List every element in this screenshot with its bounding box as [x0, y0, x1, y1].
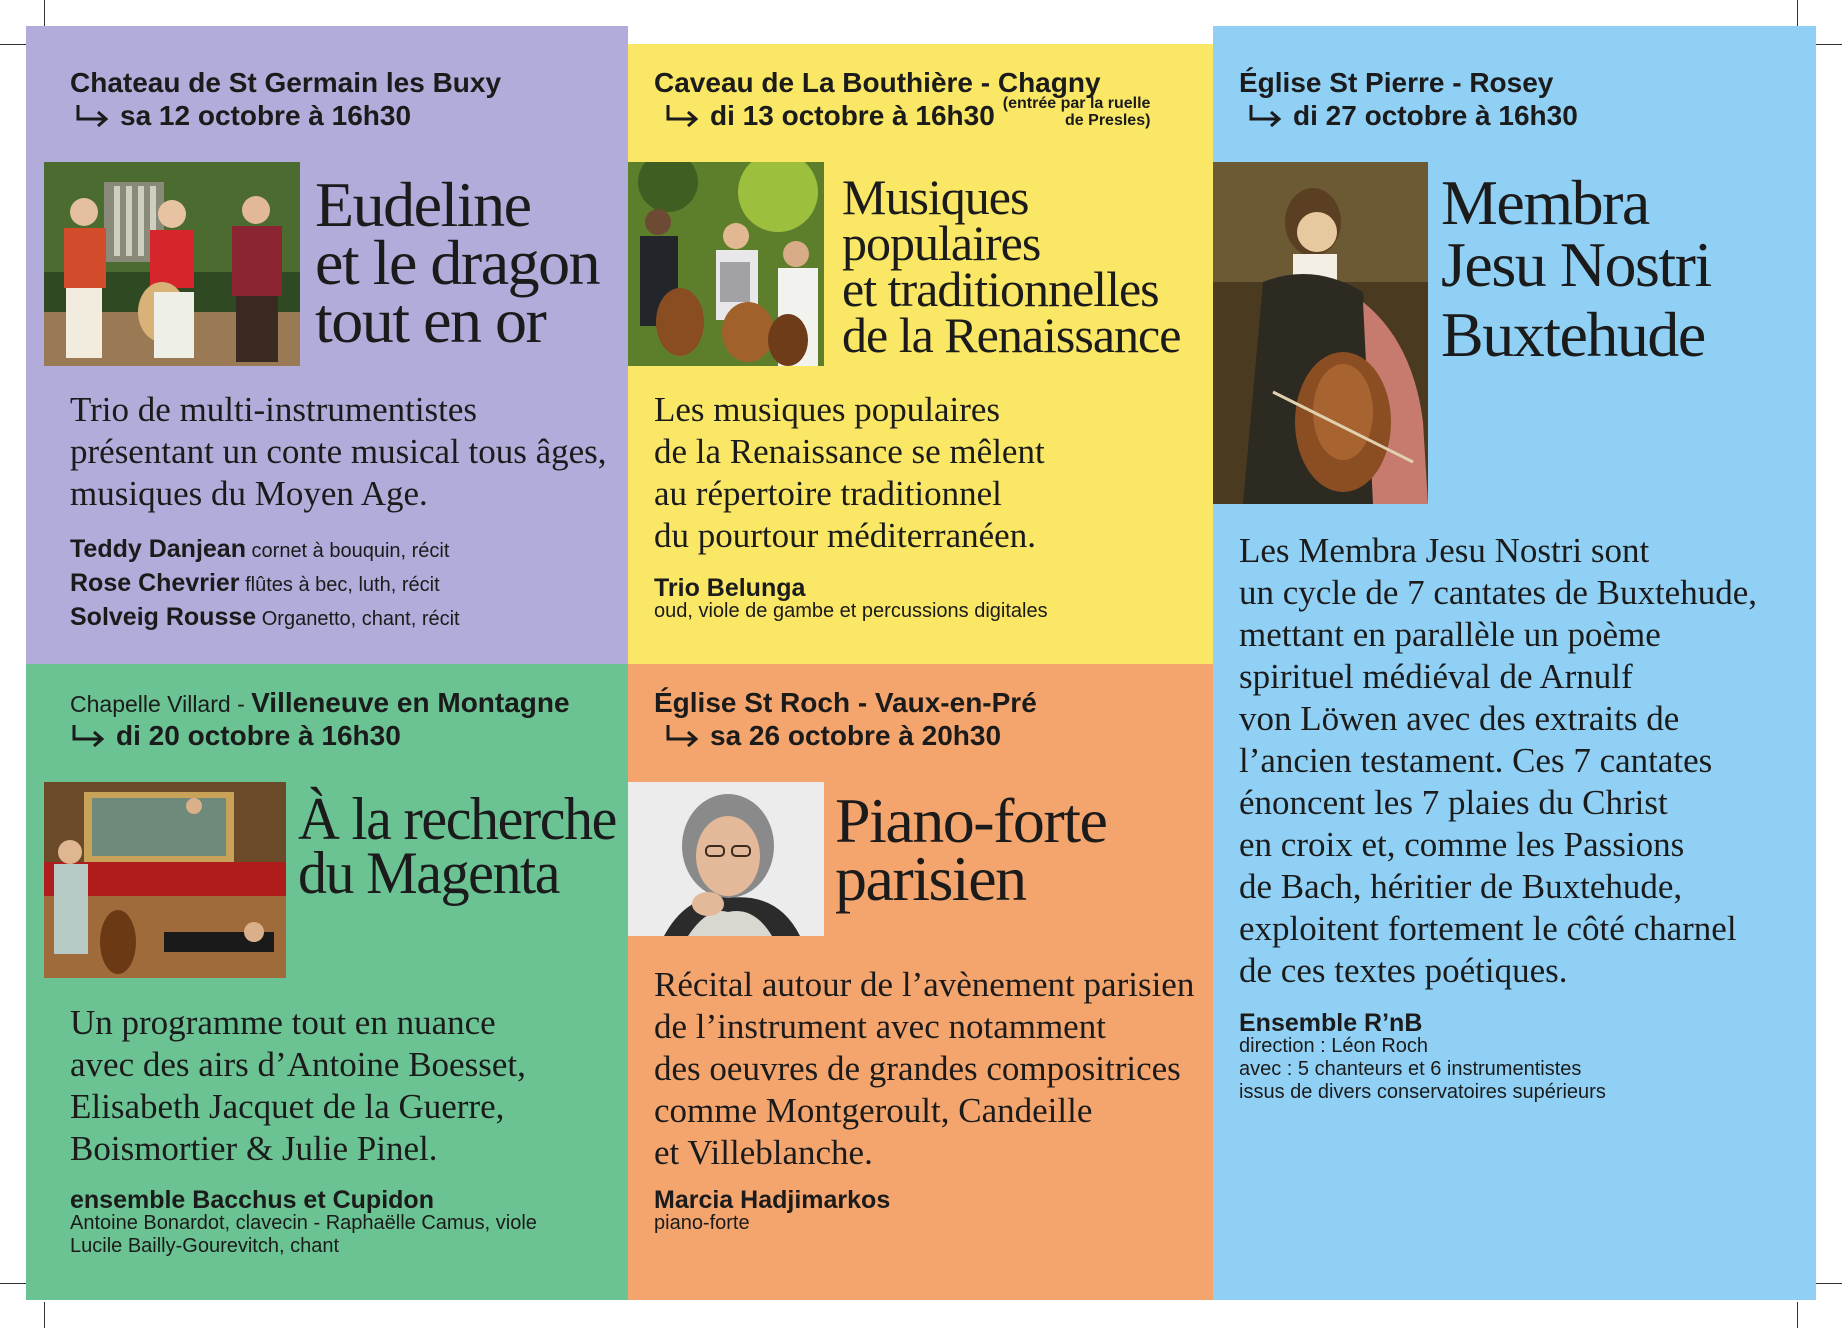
ensemble-detail: Antoine Bonardot, clavecin - Raphaëlle Camus, viole — [70, 1212, 537, 1234]
event-title — [298, 786, 616, 906]
performer-name: Teddy Danjean — [70, 535, 246, 563]
ensemble-detail: Lucile Bailly-Gourevitch, chant — [70, 1235, 340, 1257]
ensemble-detail: issus de divers conservatoires supérieurs — [1239, 1081, 1606, 1103]
event-date-text: di 20 octobre à 16h30 — [116, 720, 401, 751]
crop-mark — [0, 1283, 26, 1284]
description-line: Trio de multi-instrumentistes — [70, 390, 478, 429]
description-line: de ces textes poétiques. — [1239, 951, 1568, 990]
title-line: Jesu Nostri — [1441, 229, 1711, 300]
title-line: de la Renaissance — [842, 307, 1181, 363]
description-line: de Bach, héritier de Buxtehude, — [1239, 867, 1683, 906]
description-line: du pourtour méditerranéen. — [654, 516, 1036, 555]
performer-name: Rose Chevrier — [70, 569, 240, 597]
event-panel-eudeline — [26, 26, 628, 664]
description-line: Un programme tout en nuance — [70, 1003, 496, 1042]
title-line: parisien — [835, 843, 1026, 914]
performer-role: Organetto, chant, récit — [261, 608, 460, 630]
event-panel-magenta — [26, 664, 628, 1300]
venue-main: Villeneuve en Montagne — [251, 687, 570, 718]
event-date — [664, 95, 1151, 133]
event-description — [70, 1002, 526, 1170]
title-line: Membra — [1441, 167, 1649, 238]
performer-role: cornet à bouquin, récit — [251, 540, 450, 562]
performer-row — [70, 601, 460, 635]
event-performers — [70, 533, 460, 635]
crop-mark — [44, 0, 45, 26]
turn-right-arrow-icon — [664, 103, 702, 129]
description-line: présentant un conte musical tous âges, — [70, 432, 607, 471]
ensemble-name: Trio Belunga — [654, 574, 806, 602]
title-line: et traditionnelles — [842, 261, 1159, 317]
ensemble-name: ensemble Bacchus et Cupidon — [70, 1186, 434, 1214]
turn-right-arrow-icon — [664, 723, 702, 749]
description-line: exploitent fortement le côté charnel — [1239, 909, 1737, 948]
event-title — [1441, 167, 1711, 370]
description-line: Les Membra Jesu Nostri sont — [1239, 531, 1650, 570]
description-line: en croix et, comme les Passions — [1239, 825, 1685, 864]
crop-mark — [0, 44, 26, 45]
title-line: Buxtehude — [1441, 299, 1705, 370]
description-line: de l’instrument avec notamment — [654, 1007, 1106, 1046]
performer-role: flûtes à bec, luth, récit — [245, 574, 440, 596]
event-date-text: di 27 octobre à 16h30 — [1293, 100, 1578, 131]
crop-mark — [1816, 1283, 1842, 1284]
venue-prefix: Chapelle Villard - — [70, 691, 252, 717]
crop-mark — [1816, 44, 1842, 45]
description-line: l’ancien testament. Ces 7 cantates — [1239, 741, 1713, 780]
event-title — [835, 785, 1107, 914]
event-panel-membra — [1213, 26, 1816, 1300]
title-line: À la recherche — [298, 786, 616, 852]
event-title — [315, 169, 600, 356]
description-line: énoncent les 7 plaies du Christ — [1239, 783, 1668, 822]
ensemble-detail: oud, viole de gambe et percussions digitales — [654, 600, 1048, 622]
ensemble-detail: piano-forte — [654, 1212, 750, 1234]
event-venue: Caveau de La Bouthière - Chagny — [654, 67, 1101, 98]
ensemble-name: Ensemble R’nB — [1239, 1009, 1423, 1037]
event-date — [74, 99, 411, 133]
event-description — [1239, 530, 1757, 992]
note-line: (entrée par la ruelle — [1002, 95, 1151, 112]
event-date — [664, 719, 1001, 753]
title-line: du Magenta — [298, 840, 560, 906]
crop-mark — [1797, 0, 1798, 26]
event-ensemble — [70, 1186, 537, 1258]
event-ensemble — [1239, 1009, 1606, 1104]
event-date — [70, 719, 401, 753]
description-line: Boismortier & Julie Pinel. — [70, 1129, 438, 1168]
description-line: au répertoire traditionnel — [654, 474, 1002, 513]
photo-eudeline-trio — [44, 162, 300, 366]
turn-right-arrow-icon — [1247, 103, 1285, 129]
ensemble-detail: direction : Léon Roch — [1239, 1035, 1429, 1057]
title-line: Musiques — [842, 169, 1029, 225]
performer-row — [70, 533, 460, 567]
event-venue — [70, 686, 570, 721]
description-line: avec des airs d’Antoine Boesset, — [70, 1045, 526, 1084]
turn-right-arrow-icon — [70, 723, 108, 749]
event-venue: Église St Roch - Vaux-en-Pré — [654, 687, 1037, 718]
performer-name: Solveig Rousse — [70, 603, 257, 631]
description-line: Récital autour de l’avènement parisien — [654, 965, 1195, 1004]
event-description — [654, 389, 1045, 557]
event-description — [70, 389, 607, 515]
description-line: des oeuvres de grandes compositrices — [654, 1049, 1181, 1088]
event-ensemble — [654, 574, 1048, 623]
photo-bacchus-cupidon — [44, 782, 286, 978]
event-ensemble — [654, 1186, 891, 1235]
description-line: de la Renaissance se mêlent — [654, 432, 1045, 471]
description-line: comme Montgeroult, Candeille — [654, 1091, 1093, 1130]
event-venue: Chateau de St Germain les Buxy — [70, 67, 502, 98]
painting-viola-player — [1213, 162, 1428, 504]
title-line: Eudeline — [315, 169, 531, 240]
title-line: et le dragon — [315, 227, 600, 298]
title-line: populaires — [842, 215, 1041, 271]
description-line: et Villeblanche. — [654, 1133, 873, 1172]
event-description — [654, 964, 1194, 1174]
entrance-note — [1003, 95, 1151, 129]
event-title — [842, 169, 1181, 363]
event-date-text: sa 26 octobre à 20h30 — [710, 720, 1002, 751]
description-line: Les musiques populaires — [654, 390, 1001, 429]
event-date — [1247, 99, 1578, 133]
title-line: tout en or — [315, 285, 546, 356]
event-date-text: sa 12 octobre à 16h30 — [120, 100, 412, 131]
description-line: un cycle de 7 cantates de Buxtehude, — [1239, 573, 1757, 612]
title-line: Piano-forte — [835, 785, 1107, 856]
description-line: mettant en parallèle un poème — [1239, 615, 1661, 654]
photo-trio-belunga — [628, 162, 824, 366]
event-venue: Église St Pierre - Rosey — [1239, 67, 1554, 98]
ensemble-name: Marcia Hadjimarkos — [654, 1186, 891, 1214]
event-date-text: di 13 octobre à 16h30 — [710, 100, 995, 131]
description-line: spirituel médiéval de Arnulf — [1239, 657, 1633, 696]
event-panel-musiques — [628, 44, 1213, 664]
description-line: von Löwen avec des extraits de — [1239, 699, 1680, 738]
description-line: Elisabeth Jacquet de la Guerre, — [70, 1087, 505, 1126]
note-line: de Presles) — [1065, 112, 1151, 129]
portrait-marcia-hadjimarkos — [628, 782, 824, 936]
turn-right-arrow-icon — [74, 103, 112, 129]
performer-row — [70, 567, 460, 601]
crop-mark — [1797, 1302, 1798, 1328]
crop-mark — [44, 1302, 45, 1328]
ensemble-detail: avec : 5 chanteurs et 6 instrumentistes — [1239, 1058, 1582, 1080]
event-panel-piano — [628, 664, 1213, 1300]
description-line: musiques du Moyen Age. — [70, 474, 428, 513]
